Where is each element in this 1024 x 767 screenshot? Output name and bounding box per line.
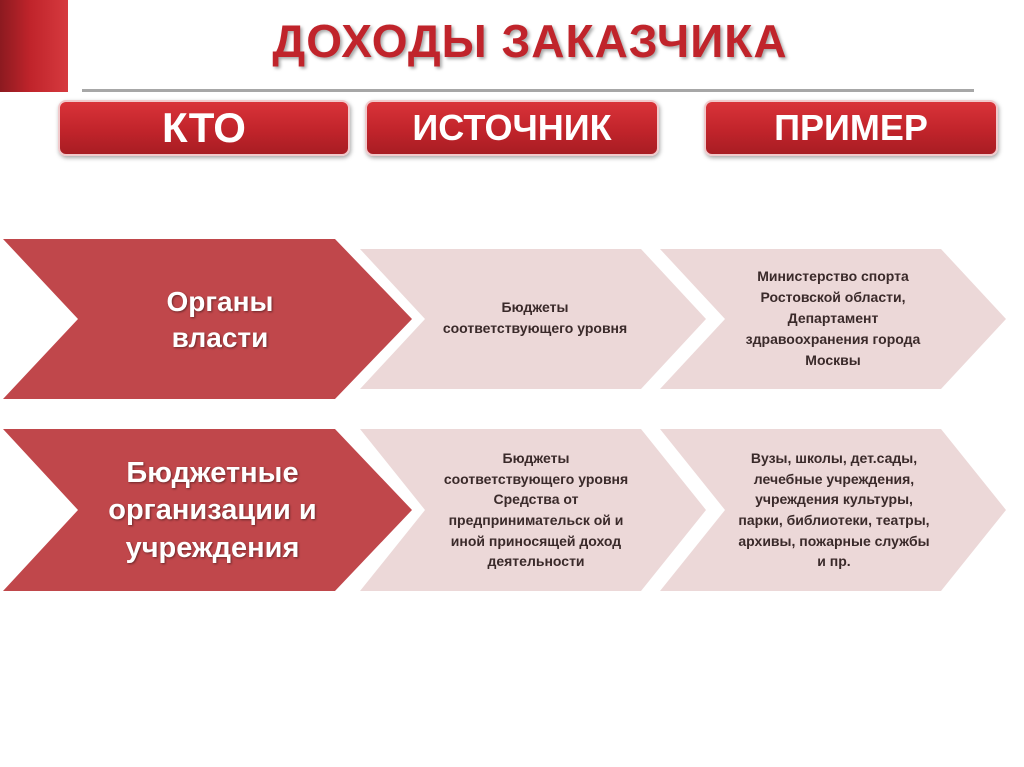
row1-who-label: Органы власти <box>166 286 274 353</box>
corner-accent <box>0 0 68 92</box>
header-who: КТО <box>58 100 350 156</box>
row2-source-text: Бюджеты соответствующего уровня Средства от предпринимательск ой и иной приносящей доход деятельности <box>443 449 629 570</box>
title-divider <box>82 89 974 92</box>
row2-who-label: Бюджетные организации и учреждения <box>108 457 317 564</box>
header-example: ПРИМЕР <box>704 100 998 156</box>
header-source: ИСТОЧНИК <box>365 100 659 156</box>
row2-example-text: Вузы, школы, дет.сады, лечебные учреждения, учреждения культуры, парки, библиотеки, театры, архивы, пожарные службы и пр. <box>738 449 930 570</box>
page-title: ДОХОДЫ ЗАКАЗЧИКА <box>272 15 788 67</box>
row1-source-text: Бюджеты соответствующего уровня <box>442 299 628 336</box>
row1-example-text: Министерство спорта Ростовской области, Департамент здравоохранения города Москвы <box>745 267 921 368</box>
